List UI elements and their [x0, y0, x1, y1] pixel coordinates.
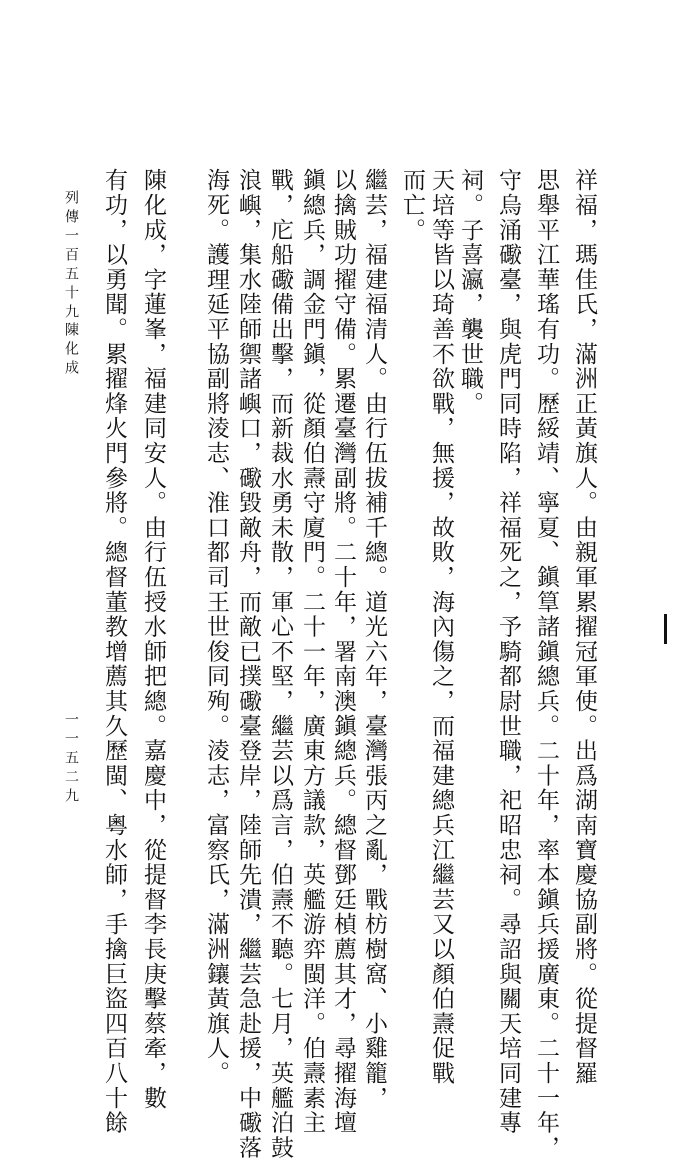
text-line: 鎭總兵，調金門鎭，從顏伯燾守廈門。二十一年，廣東方議款，英艦游弈閩洋。伯燾素主 — [299, 168, 325, 1136]
text-line: 天培等皆以琦善不欲戰，無援，故敗，海內傷之，而福建總兵江繼芸又以顏伯燾促戰 — [428, 168, 454, 1086]
text-line: 浪嶼，集水陸師禦諸嶼口，礮毀敵舟，而敵已撲礮臺登岸，陸師先潰，繼芸急赴援，中礮落 — [235, 168, 261, 1160]
margin-mark — [664, 614, 667, 644]
text-line: 有功，以勇聞。累擢烽火門參將。總督董教增薦其久歷閩、粵水師，手擒巨盜四百八十餘 — [101, 168, 127, 1136]
text-line: 守烏涌礮臺，與虎門同時陷，祥福死之，予騎都尉世職，祀昭忠祠。尋詔與關天培同建專 — [495, 168, 521, 1136]
text-line: 祠。子喜瀛，襲世職。 — [457, 168, 483, 416]
text-line: 繼芸，福建福清人。由行伍拔補千總。道光六年，臺灣張丙之亂，戰枋樹窩、小雞籠， — [361, 168, 387, 1111]
text-line: 以擒賊功擢守備。累遷臺灣副將。二十年，署南澳鎭總兵。總督鄧廷楨薦其才，尋擢海壇 — [330, 168, 356, 1136]
running-header-book: 列傳一百五十九 — [63, 190, 79, 323]
text-line: 陳化成，字蓮峯，福建同安人。由行伍授水師把總。嘉慶中，從提督李長庚擊蔡牽，數 — [140, 168, 166, 1111]
page-number: 一一五二九 — [63, 712, 79, 807]
text-line: 思舉平江華瑤有功。歷綏靖、寧夏、鎭筸諸鎭總兵。二十年，率本鎭兵援廣東。二十一年， — [533, 168, 559, 1160]
text-line: 而亡。 — [399, 168, 425, 243]
text-line: 祥福，瑪佳氏，滿洲正黃旗人。由親軍累擢冠軍使。出爲湖南寶慶協副將。從提督羅 — [571, 168, 597, 1086]
running-header-section: 陳化成 — [63, 322, 79, 379]
text-line: 戰，庀船礮備出擊，而新裁水勇未散，軍心不堅，繼芸以爲言，伯燾不聽。七月，英艦泊鼓 — [267, 168, 293, 1160]
text-line: 海死。護理延平協副將淩志、淮口都司王世俊同殉。淩志，富察氏，滿洲鑲黃旗人。 — [203, 168, 229, 1086]
